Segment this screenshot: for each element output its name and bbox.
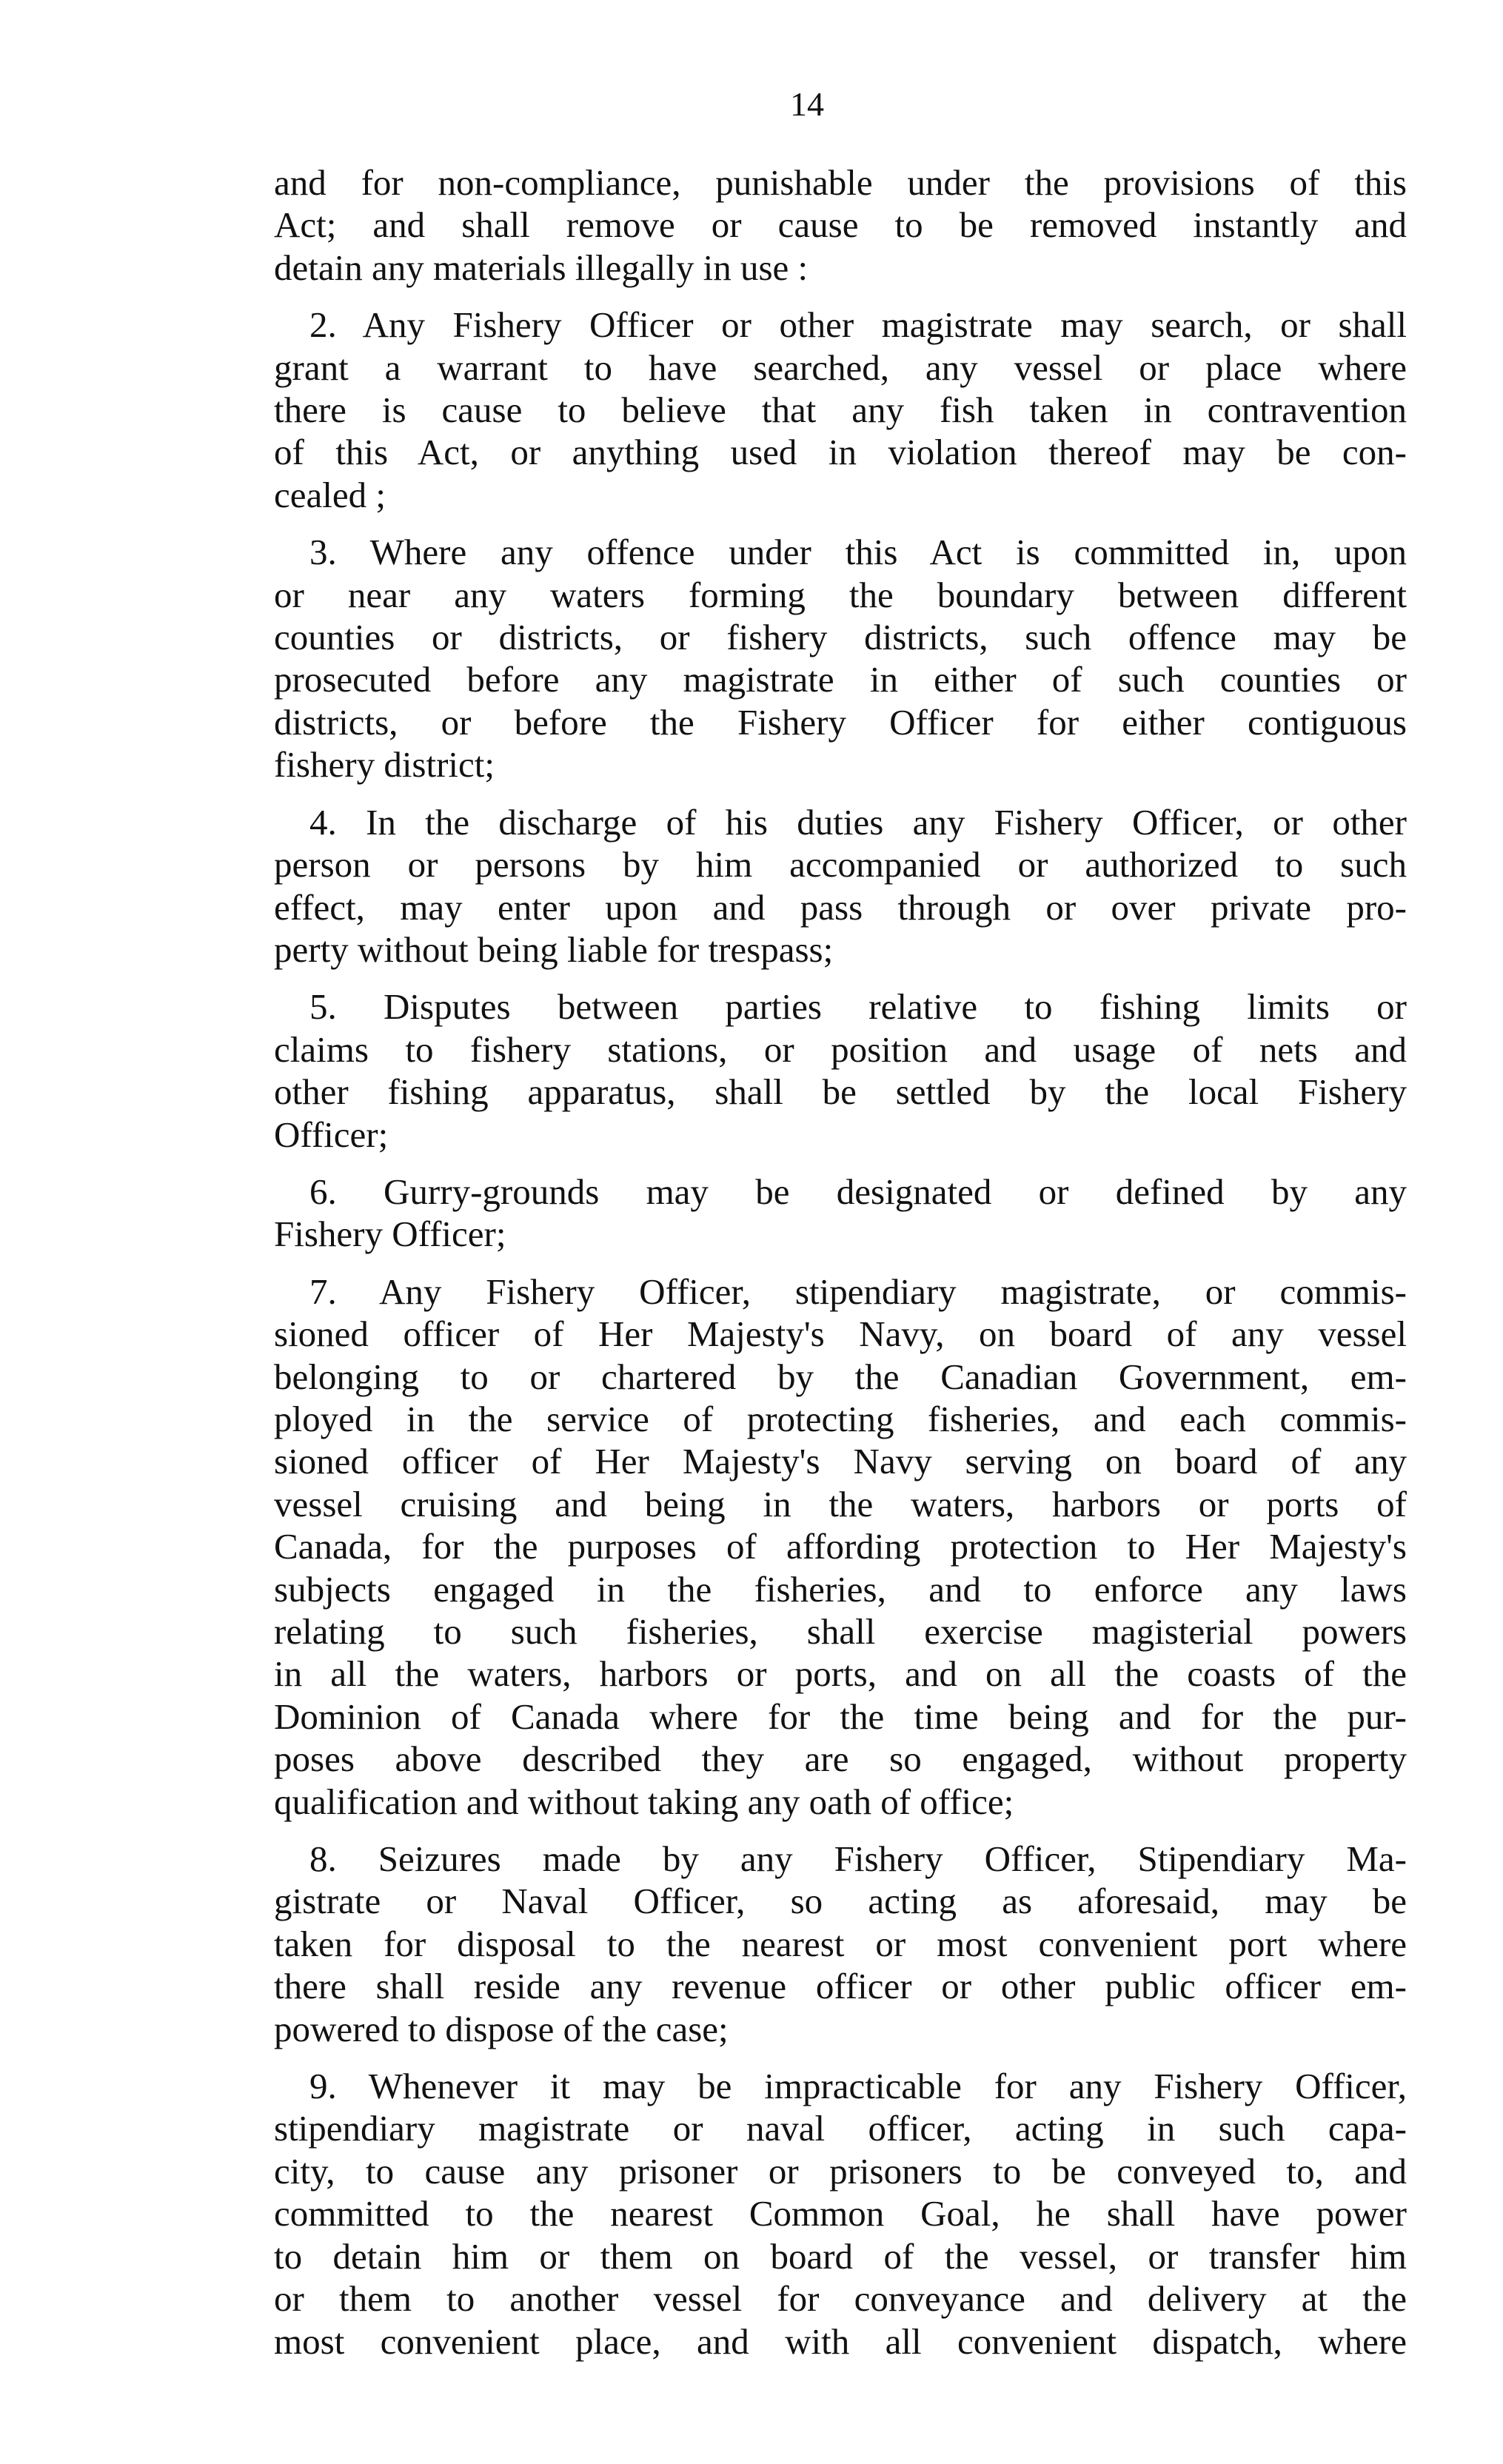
text-line: committed to the nearest Common Goal, he shall have power (274, 2193, 1407, 2234)
text-line: Officer; (274, 1114, 389, 1155)
text-line: or near any waters forming the boundary between different (274, 574, 1407, 615)
paragraph-1 (274, 161, 1407, 289)
paragraph-4 (274, 801, 1407, 971)
body-text (274, 161, 1407, 2363)
text-line: fishery district; (274, 744, 495, 786)
text-line: effect, may enter upon and pass through or over private pro- (274, 886, 1407, 928)
text-line: sioned officer of Her Majesty's Navy serving on board of any (274, 1441, 1407, 1482)
text-line: poses above described they are so engaged, without property (274, 1738, 1407, 1780)
text-line: 9. Whenever it may be impracticable for any Fishery Officer, (309, 2066, 1407, 2107)
text-line: gistrate or Naval Officer, so acting as aforesaid, may be (274, 1881, 1407, 1922)
text-line: taken for disposal to the nearest or most convenient port where (274, 1923, 1407, 1964)
text-line: prosecuted before any magistrate in either of such counties or (274, 659, 1407, 700)
text-line: ployed in the service of protecting fisheries, and each commis- (274, 1398, 1407, 1439)
paragraph-3 (274, 531, 1407, 786)
text-line: sioned officer of Her Majesty's Navy, on board of any vessel (274, 1313, 1407, 1355)
text-line: 2. Any Fishery Officer or other magistrate may search, or shall (309, 304, 1407, 346)
paragraph-2 (274, 304, 1407, 516)
paragraph-5 (274, 985, 1407, 1156)
text-line: 8. Seizures made by any Fishery Officer, Stipendiary Ma- (309, 1838, 1407, 1880)
text-line: there is cause to believe that any fish taken in contravention (274, 389, 1407, 431)
text-line: detain any materials illegally in use : (274, 247, 809, 288)
text-line: grant a warrant to have searched, any vessel or place where (274, 346, 1407, 388)
text-line: of this Act, or anything used in violation thereof may be con- (274, 432, 1407, 473)
text-line: perty without being liable for trespass; (274, 928, 834, 970)
text-line: person or persons by him accompanied or authorized to such (274, 844, 1407, 886)
text-line: most convenient place, and with all convenient dispatch, where (274, 2320, 1407, 2362)
paragraph-7 (274, 1270, 1407, 1823)
text-line: in all the waters, harbors or ports, and on all the coasts of the (274, 1653, 1407, 1695)
text-line: 6. Gurry-grounds may be designated or defined by any (309, 1171, 1407, 1212)
text-line: Fishery Officer; (274, 1213, 506, 1255)
text-line: city, to cause any prisoner or prisoners to be conveyed to, and (274, 2150, 1407, 2192)
text-line: claims to fishery stations, or position and usage of nets and (274, 1028, 1407, 1070)
paragraph-9 (274, 2065, 1407, 2363)
paragraph-6 (274, 1171, 1407, 1256)
text-line: there shall reside any revenue officer or other public officer em- (274, 1966, 1407, 2007)
text-line: counties or districts, or fishery districts, such offence may be (274, 617, 1407, 658)
text-line: cealed ; (274, 474, 386, 515)
text-line: relating to such fisheries, shall exercise magisterial powers (274, 1611, 1407, 1652)
text-line: and for non-compliance, punishable under the provisions of this (274, 162, 1407, 203)
text-line: 5. Disputes between parties relative to fishing limits or (309, 986, 1407, 1028)
text-line: Canada, for the purposes of affording protection to Her Majesty's (274, 1526, 1407, 1567)
text-line: belonging to or chartered by the Canadian Government, em- (274, 1356, 1407, 1397)
text-line: Dominion of Canada where for the time being and for the pur- (274, 1695, 1407, 1737)
text-line: Act; and shall remove or cause to be removed instantly and (274, 204, 1407, 246)
text-line: powered to dispose of the case; (274, 2008, 729, 2049)
text-line: other fishing apparatus, shall be settled by the local Fishery (274, 1071, 1407, 1113)
paragraph-8 (274, 1838, 1407, 2050)
text-line: or them to another vessel for conveyance and delivery at the (274, 2278, 1407, 2320)
text-line: 4. In the discharge of his duties any Fishery Officer, or other (309, 801, 1407, 843)
page-number: 14 (790, 85, 824, 123)
text-line: vessel cruising and being in the waters, harbors or ports of (274, 1483, 1407, 1524)
text-line: to detain him or them on board of the vessel, or transfer him (274, 2235, 1407, 2277)
text-line: subjects engaged in the fisheries, and to enforce any laws (274, 1568, 1407, 1610)
text-line: qualification and without taking any oath of office; (274, 1781, 1014, 1822)
text-line: districts, or before the Fishery Officer for either contiguous (274, 701, 1407, 743)
text-line: stipendiary magistrate or naval officer, acting in such capa- (274, 2108, 1407, 2149)
text-line: 7. Any Fishery Officer, stipendiary magistrate, or commis- (309, 1270, 1407, 1312)
text-line: 3. Where any offence under this Act is committed in, upon (309, 532, 1407, 573)
